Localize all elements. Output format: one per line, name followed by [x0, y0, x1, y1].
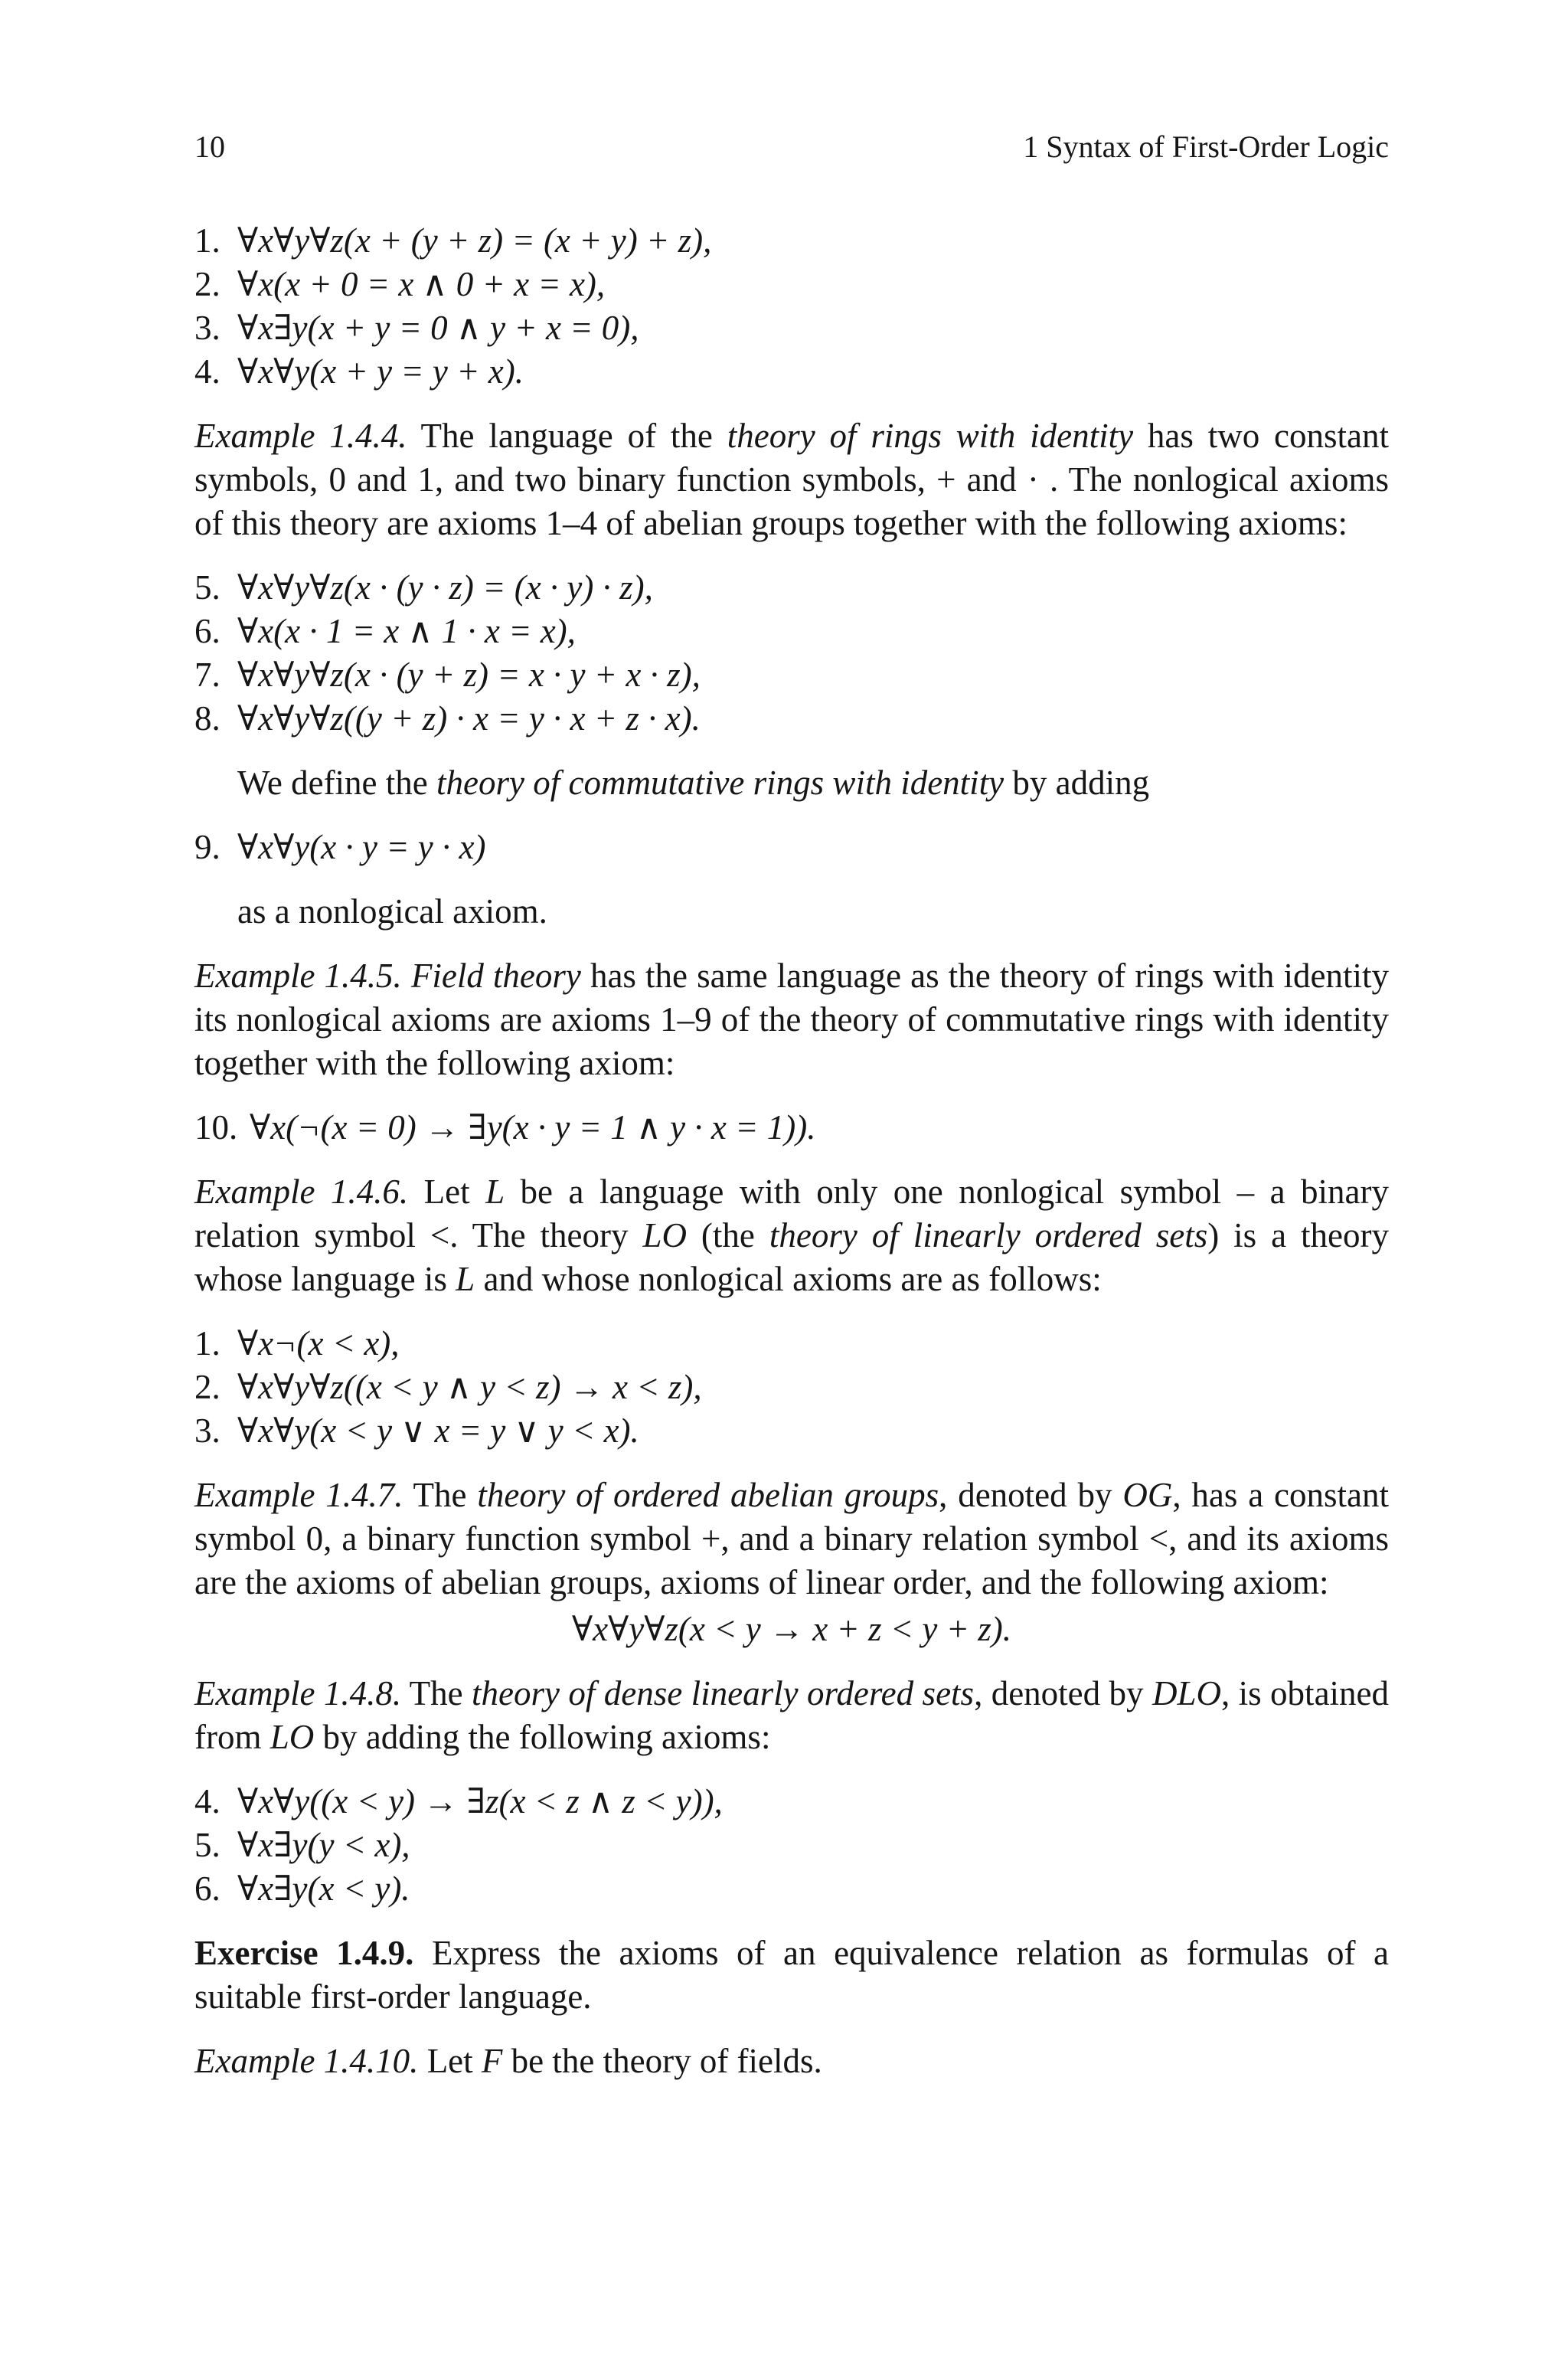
text-run: Let	[418, 2042, 482, 2080]
linear-order-axioms	[194, 1322, 1389, 1453]
exercise-label: Exercise 1.4.9.	[194, 1934, 414, 1972]
emphasis: LO	[642, 1216, 687, 1254]
axiom-number: 5.	[194, 1826, 220, 1864]
commutative-tail: as a nonlogical axiom.	[237, 892, 547, 931]
example-1-4-5	[194, 954, 1389, 1085]
axiom-number: 8.	[194, 699, 220, 738]
axiom-item	[194, 306, 1389, 350]
text-run: , has a constant symbol 0, a binary function symbol +, and a binary relation symbol <, and its axioms are the axioms of abelian groups, axioms of linear order, and the following axiom:	[194, 1476, 1390, 1601]
axiom-number: 4.	[194, 352, 220, 391]
text-run: Let	[408, 1173, 486, 1211]
abelian-group-axioms	[194, 219, 1389, 394]
axiom-item	[194, 826, 1389, 869]
text-run: by adding	[1004, 764, 1150, 802]
axiom-formula: ∀x∀y∀z(x · (y + z) = x · y + x · z),	[237, 656, 701, 694]
axiom-item	[194, 697, 1389, 741]
text-run: Express the axioms of an equivalence relation as formulas of a suitable first-order language.	[194, 1934, 1390, 2016]
emphasis: Field theory	[410, 957, 581, 995]
emphasis: theory of dense linearly ordered sets	[472, 1674, 975, 1712]
axiom-formula: ∀x∃y(x + y = 0 ∧ y + x = 0),	[237, 309, 639, 347]
axiom-formula: ∀x∀y(x · y = y · x)	[237, 828, 486, 866]
example-label: Example 1.4.5.	[194, 957, 402, 995]
axiom-number: 9.	[194, 828, 220, 866]
axiom-number: 6.	[194, 1869, 220, 1908]
text-run: The language of the	[407, 417, 727, 455]
axiom-formula: ∀x∀y(x + y = y + x).	[237, 352, 524, 391]
axiom-formula: ∀x(¬(x = 0) → ∃y(x · y = 1 ∧ y · x = 1)).	[250, 1108, 816, 1146]
exercise-1-4-9	[194, 1932, 1389, 2019]
commutativity-axiom	[194, 826, 1389, 869]
text-run: and whose nonlogical axioms are as follows:	[475, 1260, 1102, 1298]
example-1-4-4	[194, 414, 1389, 545]
axiom-number: 2.	[194, 265, 220, 303]
example-1-4-10	[194, 2039, 1389, 2083]
running-head: 1 Syntax of First-Order Logic	[1023, 129, 1389, 164]
example-1-4-6	[194, 1170, 1389, 1301]
text-run: by adding the following axioms:	[314, 1718, 771, 1756]
axiom-number: 2.	[194, 1368, 220, 1406]
axiom-number: 3.	[194, 309, 220, 347]
axiom-item	[194, 610, 1389, 653]
axiom-number: 1.	[194, 221, 220, 260]
axiom-formula: ∀x∀y∀z(x · (y · z) = (x · y) · z),	[237, 568, 653, 607]
emphasis: DLO	[1152, 1674, 1221, 1712]
emphasis: theory of ordered abelian groups	[477, 1476, 939, 1514]
axiom-formula: ∀x(x · 1 = x ∧ 1 · x = x),	[237, 612, 576, 650]
axiom-formula: ∀x¬(x < x),	[237, 1324, 400, 1362]
text-run: , denoted by	[974, 1674, 1152, 1712]
text-run: be a language with only one nonlogical symbol – a binary relation symbol <. The theory	[194, 1173, 1389, 1254]
emphasis: LO	[270, 1718, 315, 1756]
example-label: Example 1.4.7.	[194, 1476, 403, 1514]
commutative-ring-definition	[194, 761, 1389, 805]
example-label: Example 1.4.8.	[194, 1674, 402, 1712]
axiom-item	[194, 1322, 1389, 1366]
text-run: The	[401, 1674, 472, 1712]
emphasis: theory of linearly ordered sets	[769, 1216, 1208, 1254]
text-run: , denoted by	[939, 1476, 1123, 1514]
emphasis: theory of rings with identity	[727, 417, 1134, 455]
axiom-number: 10.	[194, 1108, 238, 1146]
axiom-formula: ∀x∃y(x < y).	[237, 1869, 410, 1908]
axiom-number: 5.	[194, 568, 220, 607]
text-run: be the theory of fields.	[502, 2042, 822, 2080]
example-1-4-8	[194, 1672, 1389, 1759]
text-run: has two constant symbols, 0 and 1, and two binary function symbols, + and · . The nonlogical axioms of this theory are axioms 1–4 of abelian groups together with the following axioms:	[194, 417, 1390, 542]
axiom-item	[194, 1780, 1389, 1824]
field-axiom	[194, 1106, 1389, 1150]
example-label: Example 1.4.4.	[194, 417, 407, 455]
axiom-item	[194, 1867, 1389, 1911]
text-run: (the	[686, 1216, 769, 1254]
axiom-number: 1.	[194, 1324, 220, 1362]
text-run: ) is a theory whose language is	[194, 1216, 1390, 1298]
axiom-item	[194, 1409, 1389, 1453]
emphasis: theory of commutative rings with identity	[436, 764, 1004, 802]
axiom-item	[194, 1824, 1389, 1867]
axiom-formula: ∀x∀y∀z((x < y ∧ y < z) → x < z),	[237, 1368, 702, 1406]
display-formula: ∀x∀y∀z(x < y → x + z < y + z).	[571, 1610, 1012, 1648]
page-number: 10	[194, 129, 225, 164]
example-1-4-7	[194, 1474, 1389, 1604]
axiom-item	[194, 263, 1389, 306]
example-label: Example 1.4.6.	[194, 1173, 409, 1211]
axiom-number: 4.	[194, 1782, 220, 1820]
axiom-formula: ∀x(x + 0 = x ∧ 0 + x = x),	[237, 265, 606, 303]
ring-axioms	[194, 566, 1389, 741]
axiom-item	[194, 1106, 1389, 1150]
axiom-item	[194, 566, 1389, 610]
emphasis: L	[485, 1173, 505, 1211]
emphasis: L	[456, 1260, 475, 1298]
text-run: , is obtained from	[194, 1674, 1390, 1756]
axiom-formula: ∀x∀y∀z((y + z) · x = y · x + z · x).	[237, 699, 701, 738]
page-header	[194, 124, 1389, 170]
text-run: We define the	[237, 764, 437, 802]
axiom-item	[194, 653, 1389, 697]
axiom-item	[194, 350, 1389, 394]
axiom-formula: ∀x∀y((x < y) → ∃z(x < z ∧ z < y)),	[237, 1782, 723, 1820]
axiom-number: 3.	[194, 1411, 220, 1450]
dense-order-axioms	[194, 1780, 1389, 1911]
page-body	[194, 219, 1389, 2083]
text-run: has the same language as the theory of rings with identity its nonlogical axioms are axioms 1–9 of the theory of commutative rings with identity together with the following axiom:	[194, 957, 1389, 1082]
example-label: Example 1.4.10.	[194, 2042, 419, 2080]
axiom-number: 7.	[194, 656, 220, 694]
axiom-number: 6.	[194, 612, 220, 650]
axiom-item	[194, 1366, 1389, 1409]
axiom-formula: ∀x∀y∀z(x + (y + z) = (x + y) + z),	[237, 221, 712, 260]
emphasis: OG	[1122, 1476, 1173, 1514]
axiom-item	[194, 219, 1389, 263]
text-run: The	[403, 1476, 478, 1514]
emphasis: F	[481, 2042, 503, 2080]
axiom-formula: ∀x∀y(x < y ∨ x = y ∨ y < x).	[237, 1411, 639, 1450]
axiom-formula: ∀x∃y(y < x),	[237, 1826, 410, 1864]
